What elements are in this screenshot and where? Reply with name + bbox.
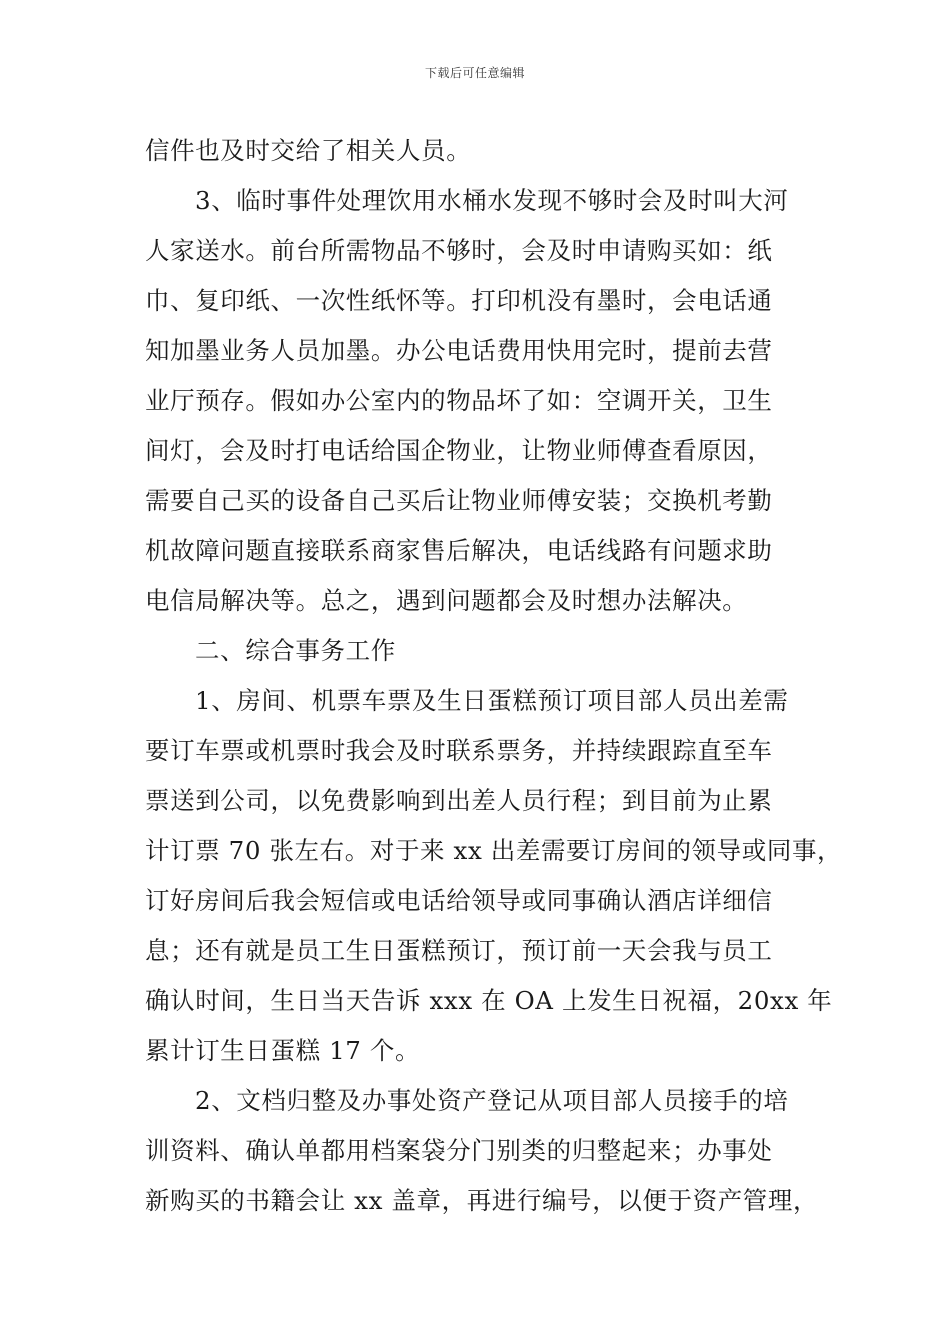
document-body xyxy=(145,126,843,1226)
text-line: 业厅预存。假如办公室内的物品坏了如：空调开关，卫生 xyxy=(145,386,773,415)
text-line: 新购买的书籍会让 xx 盖章，再进行编号，以便于资产管理， xyxy=(145,1186,819,1215)
section-heading: 二、综合事务工作 xyxy=(195,636,396,665)
text-line: 1、房间、机票车票及生日蛋糕预订项目部人员出差需 xyxy=(195,686,789,715)
text-line: 知加墨业务人员加墨。办公电话费用快用完时，提前去营 xyxy=(145,336,773,365)
text-line: 间灯，会及时打电话给国企物业，让物业师傅查看原因， xyxy=(145,436,773,465)
text-line: 累计订生日蛋糕 17 个。 xyxy=(145,1036,421,1065)
text-line: 人家送水。前台所需物品不够时，会及时申请购买如：纸 xyxy=(145,236,773,265)
text-line: 机故障问题直接联系商家售后解决，电话线路有问题求助 xyxy=(145,536,773,565)
text-line: 电信局解决等。总之，遇到问题都会及时想办法解决。 xyxy=(145,586,748,615)
text-line: 计订票 70 张左右。对于来 xx 出差需要订房间的领导或同事， xyxy=(145,836,843,865)
text-line: 要订车票或机票时我会及时联系票务，并持续跟踪直至车 xyxy=(145,736,773,765)
text-line: 信件也及时交给了相关人员。 xyxy=(145,136,472,165)
text-line: 巾、复印纸、一次性纸怀等。打印机没有墨时，会电话通 xyxy=(145,286,773,315)
text-line: 订好房间后我会短信或电话给领导或同事确认酒店详细信 xyxy=(145,886,773,915)
page-header: 下载后可任意编辑 xyxy=(424,66,525,80)
text-line: 训资料、确认单都用档案袋分门别类的归整起来；办事处 xyxy=(145,1136,773,1165)
text-line: 3、临时事件处理饮用水桶水发现不够时会及时叫大河 xyxy=(195,186,789,215)
text-line: 确认时间，生日当天告诉 xxx 在 OA 上发生日祝福，20xx 年 xyxy=(145,986,833,1015)
text-line: 息；还有就是员工生日蛋糕预订，预订前一天会我与员工 xyxy=(145,936,773,965)
text-line: 票送到公司，以免费影响到出差人员行程；到目前为止累 xyxy=(145,786,773,815)
text-line: 2、文档归整及办事处资产登记从项目部人员接手的培 xyxy=(195,1086,789,1115)
text-line: 需要自己买的设备自己买后让物业师傅安装；交换机考勤 xyxy=(145,486,773,515)
